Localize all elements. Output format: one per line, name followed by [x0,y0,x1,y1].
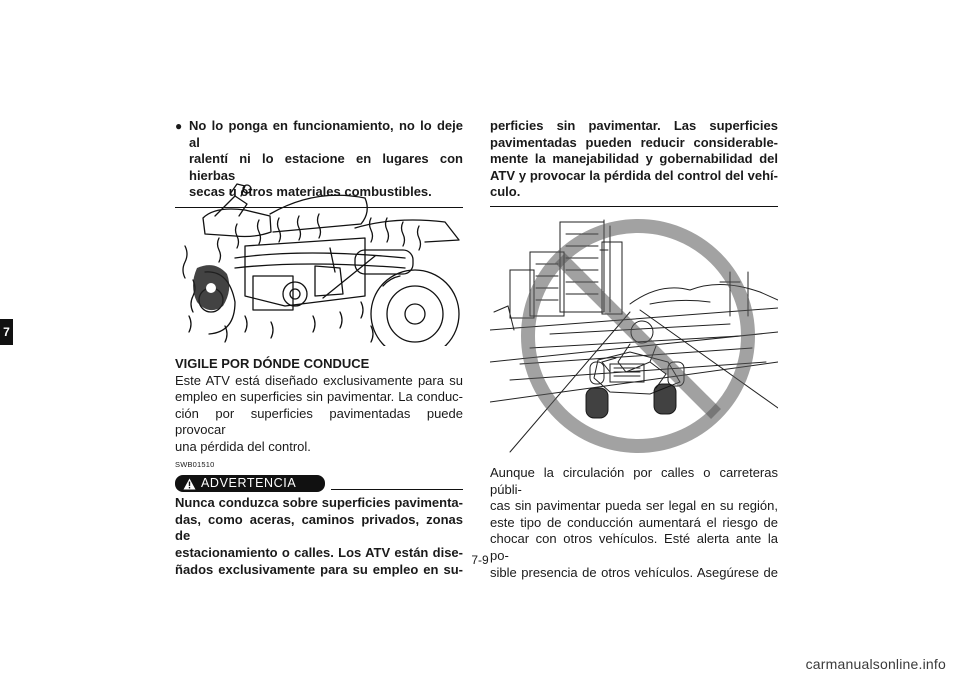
body-line: cas sin pavimentar pueda ser legal en su región, [490,498,778,514]
warning-line: ATV y provocar la pérdida del control del vehí- [490,167,778,183]
warning-header-rule [331,489,463,490]
section-tab: 7 [0,319,13,345]
no-paved-road-riding-illustration [490,212,778,460]
warning-line: estacionamiento o calles. Los ATV están dise- [175,544,463,560]
bullet-line: ralentí ni lo estacione en lugares con hierbas [189,151,463,183]
body-line: sible presencia de otros vehículos. Asegúrese de [490,564,778,580]
warning-continued-text [490,118,778,201]
warning-badge [175,475,325,492]
warning-line: das, como aceras, caminos privados, zonas de [175,511,463,544]
watermark: carmanualsonline.info [805,656,946,672]
warning-text [175,495,463,578]
body-line: chocar con otros vehículos. Esté alerta ante la po- [490,531,778,563]
left-column-lower [175,356,463,578]
body-line: Este ATV está diseñado exclusivamente para su [175,372,463,388]
page-number: 7-9 [471,553,489,567]
warning-end-rule [490,206,778,207]
warning-line: mente la manejabilidad y gobernabilidad del [490,151,778,167]
body-line: este tipo de conducción aumentará el riesgo de [490,514,778,530]
warning-triangle-icon [183,478,196,490]
warning-header [175,475,463,492]
warning-line: ñados exclusivamente para su empleo en su- [175,561,463,577]
body-line: una pérdida del control. [175,438,311,454]
bullet-line: No lo ponga en funcionamiento, no lo deje al [189,118,463,150]
bullet-line: secas u otros materiales combustibles. [189,184,432,200]
atv-hot-exhaust-illustration [175,176,463,346]
warning-line: Nunca conduzca sobre superficies pavimenta- [175,495,463,511]
warning-label: ADVERTENCIA [201,476,297,491]
warning-code: SWB01510 [175,459,215,469]
body-line: ción por superficies pavimentadas puede provocar [175,405,463,438]
section-heading: VIGILE POR DÓNDE CONDUCE [175,356,370,371]
body-line: Aunque la circulación por calles o carreteras públi- [490,465,778,497]
bullet-icon: ● [175,119,183,133]
right-column-lower [490,465,778,581]
right-column [490,118,778,207]
body-line: empleo en superficies sin pavimentar. La conduc- [175,389,463,405]
warning-line: culo. [490,184,521,200]
warning-line: perficies sin pavimentar. Las superficies [490,118,778,133]
warning-line: pavimentadas pueden reducir considerable- [490,134,778,150]
body-paragraph [175,373,463,456]
body-paragraph [490,465,778,581]
